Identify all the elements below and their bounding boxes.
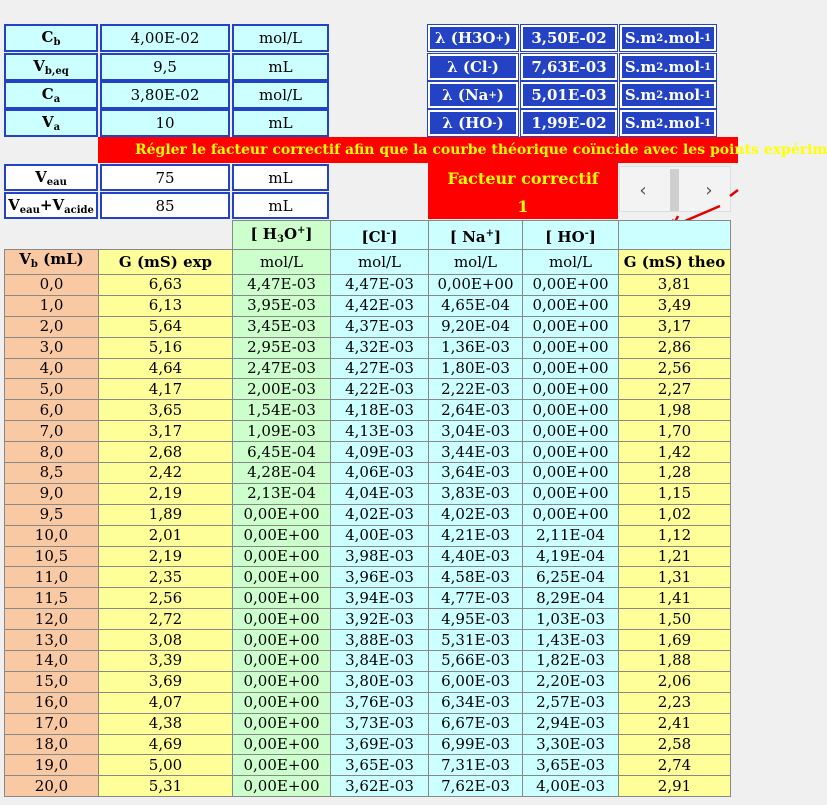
- cell-cl: 4,47E-03: [331, 275, 429, 296]
- water-value-vtotal[interactable]: 85: [100, 192, 230, 219]
- table-row: [5, 504, 731, 525]
- table-row: [5, 463, 731, 484]
- table-row: [5, 755, 731, 776]
- lambda-value-na[interactable]: 5,01E-03: [521, 82, 617, 108]
- cell-cl: 4,27E-03: [331, 358, 429, 379]
- cell-ho: 4,19E-04: [523, 546, 619, 567]
- cell-gexp[interactable]: 6,13: [99, 295, 233, 316]
- cell-gtheo: 3,81: [619, 275, 731, 296]
- cell-gtheo: 2,58: [619, 734, 731, 755]
- cell-cl: 3,98E-03: [331, 546, 429, 567]
- cell-h3o: 0,00E+00: [233, 567, 331, 588]
- cell-na: 4,02E-03: [429, 504, 523, 525]
- cell-gtheo: 2,86: [619, 337, 731, 358]
- cell-vb: 10,0: [5, 525, 99, 546]
- cell-gtheo: 1,02: [619, 504, 731, 525]
- param-value-vbeq[interactable]: 9,5: [100, 53, 230, 81]
- cell-gtheo: 2,91: [619, 776, 731, 797]
- cell-na: 5,31E-03: [429, 630, 523, 651]
- cell-gtheo: 1,42: [619, 442, 731, 463]
- cell-vb: 14,0: [5, 651, 99, 672]
- table-row: [5, 525, 731, 546]
- lambda-value-cl[interactable]: 7,63E-03: [521, 54, 617, 80]
- cell-gexp[interactable]: 3,08: [99, 630, 233, 651]
- cell-cl: 3,84E-03: [331, 651, 429, 672]
- cell-cl: 4,32E-03: [331, 337, 429, 358]
- cell-gexp[interactable]: 2,35: [99, 567, 233, 588]
- cell-na: 6,34E-03: [429, 692, 523, 713]
- cell-vb: 3,0: [5, 337, 99, 358]
- table-row: [5, 379, 731, 400]
- cell-na: 2,22E-03: [429, 379, 523, 400]
- cell-gexp[interactable]: 5,00: [99, 755, 233, 776]
- cell-na: 3,04E-03: [429, 421, 523, 442]
- param-unit-vbeq: mL: [232, 53, 329, 81]
- table-row: [5, 295, 731, 316]
- param-value-ca[interactable]: 3,80E-02: [100, 81, 230, 109]
- lambda-label-na: λ (Na + ): [428, 82, 518, 108]
- water-label-veau: $V_{eau}$: [4, 164, 98, 191]
- cell-na: 3,83E-03: [429, 483, 523, 504]
- cell-gtheo: 1,21: [619, 546, 731, 567]
- table-row: [5, 483, 731, 504]
- cell-vb: 1,0: [5, 295, 99, 316]
- table-row: [5, 630, 731, 651]
- cell-ho: 0,00E+00: [523, 316, 619, 337]
- cell-na: 6,00E-03: [429, 671, 523, 692]
- lambda-unit-h3o: S.m 2 .mol -1: [620, 25, 716, 51]
- cell-vb: 6,0: [5, 400, 99, 421]
- table-row: [5, 400, 731, 421]
- facteur-title: Facteur correctif: [447, 169, 599, 188]
- cell-h3o: 0,00E+00: [233, 546, 331, 567]
- table-header-blank: [99, 221, 233, 250]
- col-header-gtheo: G (mS) theo: [619, 250, 731, 275]
- cell-vb: 19,0: [5, 755, 99, 776]
- cell-vb: 10,5: [5, 546, 99, 567]
- cell-gtheo: 1,88: [619, 651, 731, 672]
- cell-h3o: 1,09E-03: [233, 421, 331, 442]
- cell-cl: 4,00E-03: [331, 525, 429, 546]
- cell-h3o: 0,00E+00: [233, 609, 331, 630]
- cell-h3o: 2,95E-03: [233, 337, 331, 358]
- col-header-h3o: [ $H_3O^+$]: [233, 221, 331, 250]
- cell-h3o: 0,00E+00: [233, 651, 331, 672]
- cell-gtheo: 1,41: [619, 588, 731, 609]
- cell-h3o: 2,13E-04: [233, 483, 331, 504]
- cell-vb: 2,0: [5, 316, 99, 337]
- cell-cl: 4,09E-03: [331, 442, 429, 463]
- table-row: [5, 421, 731, 442]
- param-label-va: $V_a$: [4, 109, 98, 137]
- cell-na: 9,20E-04: [429, 316, 523, 337]
- cell-na: 7,62E-03: [429, 776, 523, 797]
- cell-vb: 8,5: [5, 463, 99, 484]
- cell-gexp[interactable]: 5,64: [99, 316, 233, 337]
- cell-ho: 0,00E+00: [523, 275, 619, 296]
- cell-cl: 4,06E-03: [331, 463, 429, 484]
- cell-ho: 0,00E+00: [523, 337, 619, 358]
- cell-vb: 18,0: [5, 734, 99, 755]
- cell-ho: 0,00E+00: [523, 358, 619, 379]
- table-row: [5, 275, 731, 296]
- cell-na: 1,80E-03: [429, 358, 523, 379]
- cell-gtheo: 1,69: [619, 630, 731, 651]
- water-unit-vtotal: mL: [232, 192, 329, 219]
- cell-vb: 7,0: [5, 421, 99, 442]
- cell-gtheo: 2,56: [619, 358, 731, 379]
- col-header-ho: [ HO-]: [523, 221, 619, 250]
- cell-gexp[interactable]: 4,69: [99, 734, 233, 755]
- cell-gexp[interactable]: 4,38: [99, 713, 233, 734]
- col-unit-cl: mol/L: [331, 250, 429, 275]
- param-value-va[interactable]: 10: [100, 109, 230, 137]
- col-header-cl: [Cl-]: [331, 221, 429, 250]
- cell-cl: 3,80E-03: [331, 671, 429, 692]
- cell-cl: 4,02E-03: [331, 504, 429, 525]
- cell-gexp[interactable]: 2,56: [99, 588, 233, 609]
- cell-h3o: 3,95E-03: [233, 295, 331, 316]
- cell-gtheo: 3,49: [619, 295, 731, 316]
- table-row: [5, 609, 731, 630]
- cell-vb: 0,0: [5, 275, 99, 296]
- cell-h3o: 0,00E+00: [233, 588, 331, 609]
- cell-vb: 12,0: [5, 609, 99, 630]
- cell-ho: 0,00E+00: [523, 379, 619, 400]
- cell-vb: 5,0: [5, 379, 99, 400]
- cell-vb: 20,0: [5, 776, 99, 797]
- cell-gexp[interactable]: 5,16: [99, 337, 233, 358]
- cell-gtheo: 3,17: [619, 316, 731, 337]
- cell-vb: 17,0: [5, 713, 99, 734]
- scroll-left-arrow-icon[interactable]: ‹: [639, 179, 647, 201]
- water-value-veau[interactable]: 75: [100, 164, 230, 191]
- cell-ho: 0,00E+00: [523, 442, 619, 463]
- table-row: [5, 546, 731, 567]
- cell-h3o: 0,00E+00: [233, 504, 331, 525]
- cell-gexp[interactable]: 5,31: [99, 776, 233, 797]
- cell-cl: 3,92E-03: [331, 609, 429, 630]
- param-unit-ca: mol/L: [232, 81, 329, 109]
- lambda-label-h3o: λ (H3O + ): [428, 25, 518, 51]
- table-row: [5, 713, 731, 734]
- cell-ho: 2,11E-04: [523, 525, 619, 546]
- cell-h3o: 0,00E+00: [233, 525, 331, 546]
- cell-na: 4,40E-03: [429, 546, 523, 567]
- lambda-label-ho: λ (HO - ): [428, 110, 518, 136]
- cell-h3o: 2,00E-03: [233, 379, 331, 400]
- water-label-vtotal: $V_{eau}+V_{acide}$: [4, 192, 98, 219]
- cell-h3o: 4,28E-04: [233, 463, 331, 484]
- cell-ho: 0,00E+00: [523, 421, 619, 442]
- col-unit-na: mol/L: [429, 250, 523, 275]
- col-header-na: [ Na+]: [429, 221, 523, 250]
- cell-gexp[interactable]: 1,89: [99, 504, 233, 525]
- cell-ho: 3,65E-03: [523, 755, 619, 776]
- cell-gtheo: 1,28: [619, 463, 731, 484]
- cell-na: 3,64E-03: [429, 463, 523, 484]
- table-row: [5, 588, 731, 609]
- lambda-value-ho[interactable]: 1,99E-02: [521, 110, 617, 136]
- cell-cl: 3,94E-03: [331, 588, 429, 609]
- cell-gtheo: 2,06: [619, 671, 731, 692]
- cell-gexp[interactable]: 3,65: [99, 400, 233, 421]
- cell-vb: 9,0: [5, 483, 99, 504]
- col-header-gexp: G (mS) exp: [99, 250, 233, 275]
- cell-na: 3,44E-03: [429, 442, 523, 463]
- cell-gexp[interactable]: 2,68: [99, 442, 233, 463]
- cell-cl: 4,04E-03: [331, 483, 429, 504]
- cell-ho: 1,03E-03: [523, 609, 619, 630]
- cell-gexp[interactable]: 4,07: [99, 692, 233, 713]
- cell-cl: 3,73E-03: [331, 713, 429, 734]
- cell-cl: 3,65E-03: [331, 755, 429, 776]
- cell-gtheo: 1,50: [619, 609, 731, 630]
- cell-ho: 6,25E-04: [523, 567, 619, 588]
- table-row: [5, 567, 731, 588]
- table-header-blank: [5, 221, 99, 250]
- table-row: [5, 651, 731, 672]
- cell-cl: 4,37E-03: [331, 316, 429, 337]
- titration-table: [4, 220, 731, 797]
- cell-cl: 3,96E-03: [331, 567, 429, 588]
- lambda-label-cl: λ (Cl - ): [428, 54, 518, 80]
- cell-na: 4,58E-03: [429, 567, 523, 588]
- cell-ho: 4,00E-03: [523, 776, 619, 797]
- table-body: [5, 275, 731, 797]
- cell-h3o: 3,45E-03: [233, 316, 331, 337]
- cell-ho: 2,57E-03: [523, 692, 619, 713]
- cell-na: 4,77E-03: [429, 588, 523, 609]
- table-row: [5, 337, 731, 358]
- cell-h3o: 0,00E+00: [233, 713, 331, 734]
- cell-na: 6,67E-03: [429, 713, 523, 734]
- cell-h3o: 6,45E-04: [233, 442, 331, 463]
- cell-vb: 16,0: [5, 692, 99, 713]
- cell-h3o: 0,00E+00: [233, 755, 331, 776]
- table-row: [5, 776, 731, 797]
- cell-h3o: 2,47E-03: [233, 358, 331, 379]
- cell-na: 4,21E-03: [429, 525, 523, 546]
- cell-cl: 4,42E-03: [331, 295, 429, 316]
- cell-ho: 0,00E+00: [523, 483, 619, 504]
- cell-gtheo: 2,27: [619, 379, 731, 400]
- cell-gexp[interactable]: 4,17: [99, 379, 233, 400]
- col-header-vb: $V_b$ (mL): [5, 250, 99, 275]
- lambda-unit-na: S.m 2 .mol -1: [620, 82, 716, 108]
- cell-gtheo: 2,23: [619, 692, 731, 713]
- param-unit-va: mL: [232, 109, 329, 137]
- cell-na: 2,64E-03: [429, 400, 523, 421]
- param-label-ca: $C_a$: [4, 81, 98, 109]
- cell-h3o: 0,00E+00: [233, 692, 331, 713]
- table-row: [5, 692, 731, 713]
- cell-ho: 0,00E+00: [523, 295, 619, 316]
- cell-cl: 3,76E-03: [331, 692, 429, 713]
- lambda-value-h3o[interactable]: 3,50E-02: [521, 25, 617, 51]
- scroll-right-arrow-icon[interactable]: ›: [705, 179, 713, 201]
- cell-gexp[interactable]: 6,63: [99, 275, 233, 296]
- cell-cl: 3,62E-03: [331, 776, 429, 797]
- cell-h3o: 4,47E-03: [233, 275, 331, 296]
- cell-gexp[interactable]: 3,17: [99, 421, 233, 442]
- table-row: [5, 442, 731, 463]
- cell-cl: 3,88E-03: [331, 630, 429, 651]
- cell-na: 4,95E-03: [429, 609, 523, 630]
- table-row: [5, 734, 731, 755]
- cell-ho: 2,20E-03: [523, 671, 619, 692]
- cell-h3o: 0,00E+00: [233, 671, 331, 692]
- cell-na: 4,65E-04: [429, 295, 523, 316]
- cell-gexp[interactable]: 2,42: [99, 463, 233, 484]
- cell-gexp[interactable]: 2,72: [99, 609, 233, 630]
- cell-vb: 8,0: [5, 442, 99, 463]
- param-label-vbeq: $V_{b,eq}$: [4, 53, 98, 81]
- cell-ho: 2,94E-03: [523, 713, 619, 734]
- cell-ho: 0,00E+00: [523, 463, 619, 484]
- cell-cl: 3,69E-03: [331, 734, 429, 755]
- cell-na: 5,66E-03: [429, 651, 523, 672]
- cell-gexp[interactable]: 3,39: [99, 651, 233, 672]
- col-unit-ho: mol/L: [523, 250, 619, 275]
- cell-gexp[interactable]: 4,64: [99, 358, 233, 379]
- facteur-correctif-box: [428, 163, 618, 219]
- param-unit-cb: mol/L: [232, 24, 329, 52]
- param-label-cb: $C_b$: [4, 24, 98, 52]
- cell-ho: 1,43E-03: [523, 630, 619, 651]
- cell-gexp[interactable]: 3,69: [99, 671, 233, 692]
- cell-vb: 4,0: [5, 358, 99, 379]
- cell-h3o: 1,54E-03: [233, 400, 331, 421]
- cell-vb: 13,0: [5, 630, 99, 651]
- cell-vb: 9,5: [5, 504, 99, 525]
- instruction-banner: Régler le facteur correctif afin que la courbe théorique coïncide avec les points expérim: [98, 137, 738, 163]
- water-unit-veau: mL: [232, 164, 329, 191]
- cell-ho: 8,29E-04: [523, 588, 619, 609]
- facteur-value: 1: [517, 197, 529, 216]
- lambda-unit-ho: S.m 2 .mol -1: [620, 110, 716, 136]
- cell-gexp[interactable]: 2,19: [99, 483, 233, 504]
- cell-h3o: 0,00E+00: [233, 630, 331, 651]
- cell-gexp[interactable]: 2,01: [99, 525, 233, 546]
- cell-na: 6,99E-03: [429, 734, 523, 755]
- lambda-unit-cl: S.m 2 .mol -1: [620, 54, 716, 80]
- table-row: [5, 671, 731, 692]
- cell-ho: 3,30E-03: [523, 734, 619, 755]
- cell-gtheo: 1,31: [619, 567, 731, 588]
- cell-gtheo: 2,74: [619, 755, 731, 776]
- cell-ho: 0,00E+00: [523, 504, 619, 525]
- cell-gtheo: 1,98: [619, 400, 731, 421]
- cell-cl: 4,13E-03: [331, 421, 429, 442]
- param-value-cb[interactable]: 4,00E-02: [100, 24, 230, 52]
- col-unit-h3o: mol/L: [233, 250, 331, 275]
- cell-na: 1,36E-03: [429, 337, 523, 358]
- cell-na: 7,31E-03: [429, 755, 523, 776]
- cell-h3o: 0,00E+00: [233, 776, 331, 797]
- cell-gtheo: 1,15: [619, 483, 731, 504]
- cell-cl: 4,22E-03: [331, 379, 429, 400]
- col-header-blank: [619, 221, 731, 250]
- cell-cl: 4,18E-03: [331, 400, 429, 421]
- cell-ho: 1,82E-03: [523, 651, 619, 672]
- cell-na: 0,00E+00: [429, 275, 523, 296]
- table-row: [5, 358, 731, 379]
- cell-gtheo: 1,12: [619, 525, 731, 546]
- table-row: [5, 316, 731, 337]
- cell-h3o: 0,00E+00: [233, 734, 331, 755]
- cell-vb: 11,5: [5, 588, 99, 609]
- cell-gexp[interactable]: 2,19: [99, 546, 233, 567]
- cell-gtheo: 2,41: [619, 713, 731, 734]
- cell-vb: 11,0: [5, 567, 99, 588]
- cell-ho: 0,00E+00: [523, 400, 619, 421]
- cell-gtheo: 1,70: [619, 421, 731, 442]
- cell-vb: 15,0: [5, 671, 99, 692]
